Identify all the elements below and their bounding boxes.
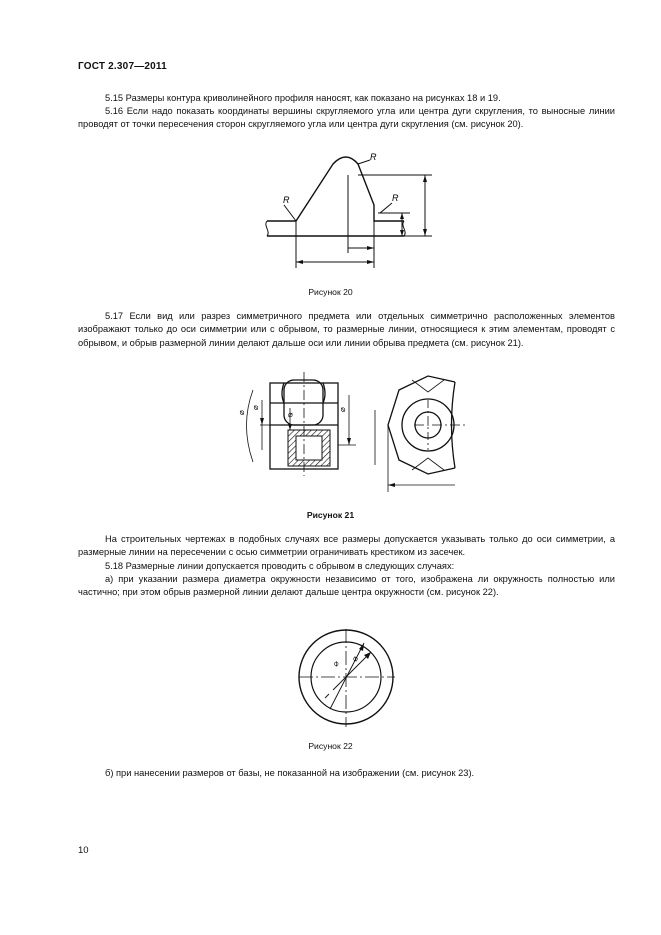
paragraph-5-18-b: б) при нанесении размеров от базы, не показанной на изображении (см. рисунок 23). <box>105 768 475 778</box>
svg-text:R: R <box>370 152 377 162</box>
svg-text:R: R <box>283 195 290 205</box>
paragraph-5-18: 5.18 Размерные линии допускается проводить с обрывом в следующих случаях: <box>105 561 455 571</box>
paragraph-5-18-a: а) при указании размера диаметра окружности независимо от того, изображена ли окружность полностью или частично; при этом обрыв размерной линии делают дальше центра окружности (см. рисунок 22). <box>78 574 615 598</box>
figure-22-caption: Рисунок 22 <box>308 741 353 751</box>
figure-21-caption: Рисунок 21 <box>306 510 355 520</box>
paragraph-5-15: 5.15 Размеры контура криволинейного профиля наносят, как показано на рисунках 18 и 19. <box>105 93 501 103</box>
svg-text:⌀: ⌀ <box>338 407 347 412</box>
paragraph-5-17: 5.17 Если вид или разрез симметричного предмета или отдельных симметрично расположенных элементов изображают только до оси симметрии или с обрывом, то размерные линии, относящиеся к этим элементам, проводят с обрывом, и обрыв размерной линии делают дальше оси или линии обрыва предмета (см. рисунок 21). <box>78 311 615 348</box>
paragraph-building-drawings: На строительных чертежах в подобных случаях все размеры допускается указывать только до оси симметрии, а размерные линии на пересечении с осью симметрии ограничивать крестиком из засечек. <box>78 534 615 558</box>
svg-text:R: R <box>392 193 399 203</box>
paragraph-5-16: 5.16 Если надо показать координаты вершины скругляемого угла или центра дуги скругления, то выносные линии проводят от точки пересечения сторон скругляемого угла или центра дуги скругления (см. рисунок 20). <box>78 106 615 130</box>
document-header: ГОСТ 2.307—2011 <box>78 61 167 72</box>
svg-text:⌀: ⌀ <box>349 654 361 663</box>
svg-text:⌀: ⌀ <box>288 410 293 419</box>
svg-text:⌀: ⌀ <box>331 658 341 669</box>
page-number: 10 <box>78 845 89 856</box>
svg-text:⌀: ⌀ <box>237 410 246 415</box>
svg-text:⌀: ⌀ <box>251 405 260 410</box>
figure-20-caption: Рисунок 20 <box>308 287 353 297</box>
